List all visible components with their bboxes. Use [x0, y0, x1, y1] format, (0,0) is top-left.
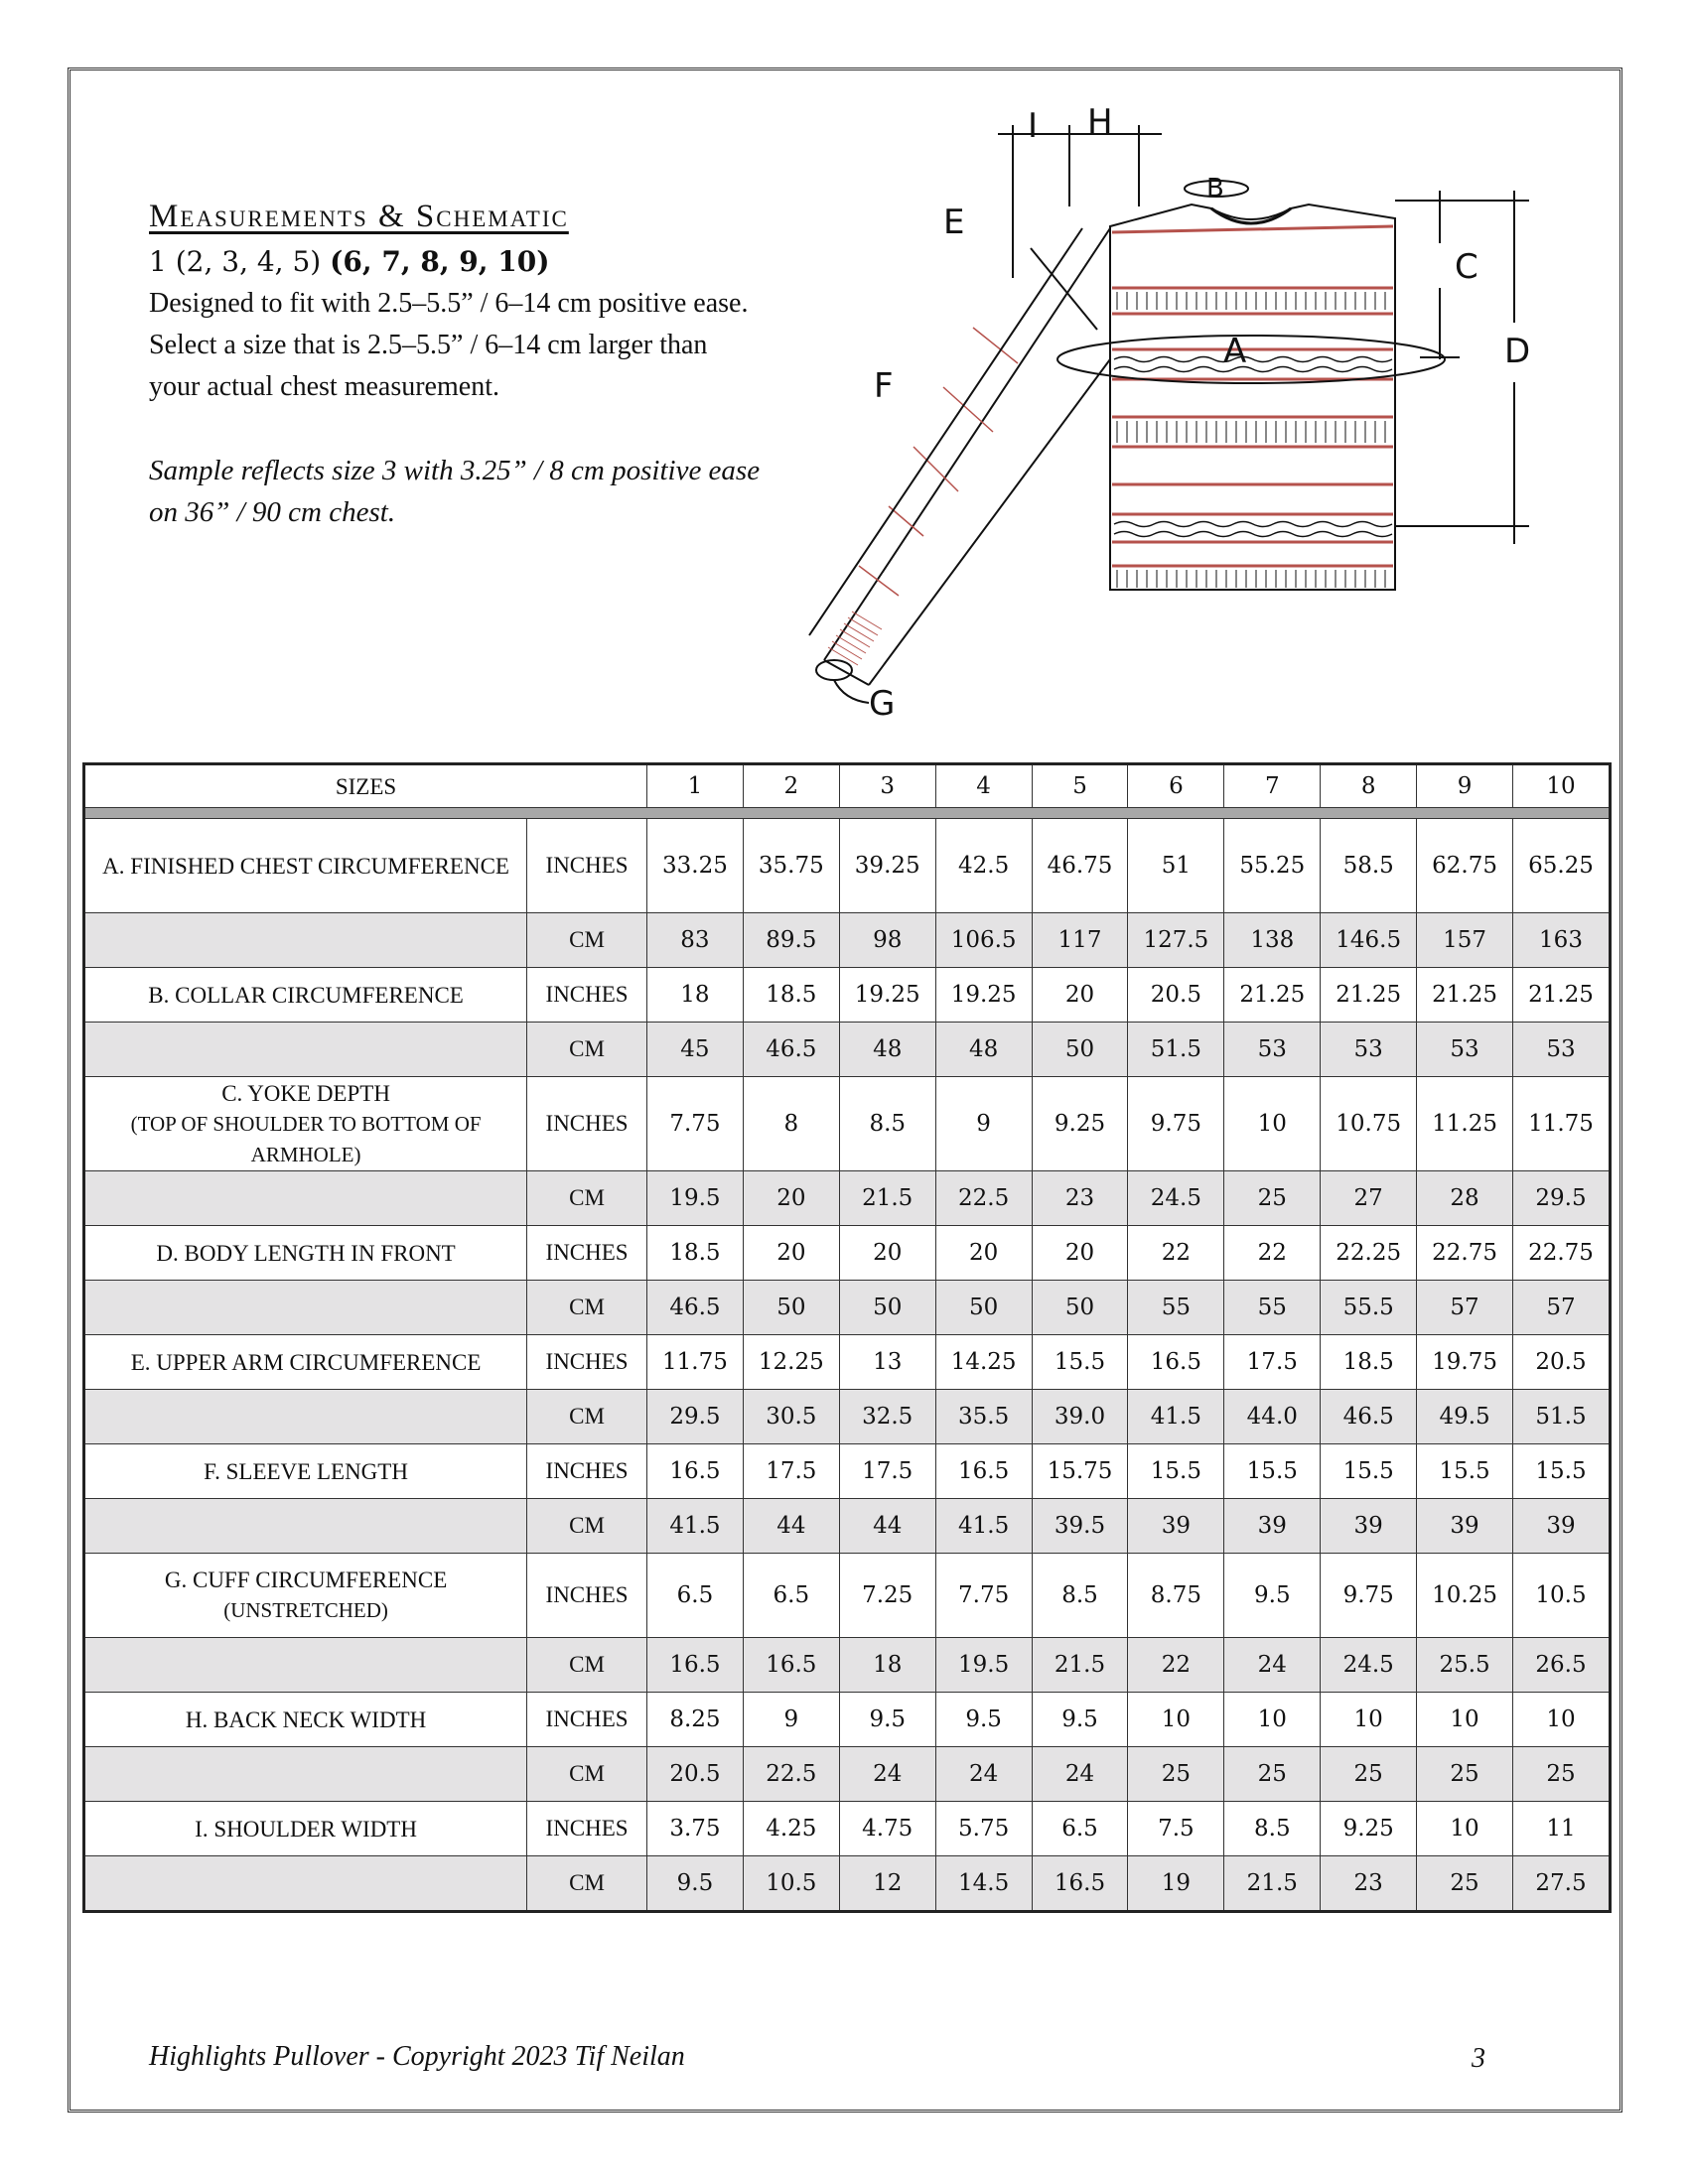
value-cell: 50	[839, 1281, 935, 1335]
value-cell: 39	[1513, 1499, 1611, 1554]
unit-label: CM	[527, 1281, 647, 1335]
sample-note: Sample reflects size 3 with 3.25” / 8 cm positive ease on 36” / 90 cm chest.	[149, 455, 761, 528]
value-cell: 20	[839, 1226, 935, 1281]
measurement-label	[84, 1226, 527, 1281]
value-cell: 24	[1032, 1747, 1128, 1802]
size-range-bold: (6, 7, 8, 9, 10)	[330, 245, 550, 278]
value-cell: 7.75	[935, 1554, 1032, 1638]
size-col-5: 5	[1032, 764, 1128, 808]
measurement-label	[84, 968, 527, 1023]
value-cell: 17.5	[1224, 1335, 1321, 1390]
table-row	[84, 1693, 1611, 1747]
value-cell: 24	[935, 1747, 1032, 1802]
value-cell: 35.75	[743, 819, 839, 913]
value-cell: 25	[1417, 1856, 1513, 1912]
table-row	[84, 819, 1611, 913]
value-cell: 23	[1321, 1856, 1417, 1912]
measurement-subnote: (TOP OF SHOULDER TO BOTTOM OF ARMHOLE)	[130, 1111, 482, 1166]
value-cell: 10.5	[743, 1856, 839, 1912]
value-cell: 57	[1513, 1281, 1611, 1335]
value-cell: 10	[1224, 1693, 1321, 1747]
value-cell: 46.75	[1032, 819, 1128, 913]
value-cell: 15.5	[1128, 1444, 1224, 1499]
table-row	[84, 1554, 1611, 1638]
sizes-header: SIZES	[84, 764, 647, 808]
value-cell: 21.25	[1321, 968, 1417, 1023]
value-cell: 9.5	[935, 1693, 1032, 1747]
table-row	[84, 1281, 1611, 1335]
unit-label: CM	[527, 1638, 647, 1693]
table-row	[84, 1638, 1611, 1693]
value-cell: 55	[1128, 1281, 1224, 1335]
value-cell: 15.5	[1224, 1444, 1321, 1499]
value-cell: 117	[1032, 913, 1128, 968]
value-cell: 24	[839, 1747, 935, 1802]
svg-text:H: H	[1087, 102, 1113, 142]
intro-section	[149, 199, 765, 533]
value-cell: 16.5	[1032, 1856, 1128, 1912]
value-cell: 146.5	[1321, 913, 1417, 968]
table-row	[84, 1444, 1611, 1499]
value-cell: 19.75	[1417, 1335, 1513, 1390]
value-cell: 24.5	[1321, 1638, 1417, 1693]
value-cell: 9.5	[839, 1693, 935, 1747]
value-cell: 22	[1224, 1226, 1321, 1281]
unit-label: CM	[527, 1023, 647, 1077]
value-cell: 22.5	[743, 1747, 839, 1802]
label-a: A	[1223, 332, 1247, 371]
value-cell: 10	[1417, 1693, 1513, 1747]
value-cell: 25	[1417, 1747, 1513, 1802]
value-cell: 10	[1321, 1693, 1417, 1747]
value-cell: 53	[1224, 1023, 1321, 1077]
value-cell: 15.75	[1032, 1444, 1128, 1499]
value-cell: 39	[1128, 1499, 1224, 1554]
value-cell: 9	[935, 1077, 1032, 1171]
value-cell: 22	[1128, 1226, 1224, 1281]
value-cell: 10	[1417, 1802, 1513, 1856]
unit-label: INCHES	[527, 1226, 647, 1281]
value-cell: 98	[839, 913, 935, 968]
value-cell: 39.5	[1032, 1499, 1128, 1554]
measurement-label	[84, 819, 527, 913]
value-cell: 39.0	[1032, 1390, 1128, 1444]
measurement-label-empty	[84, 1281, 527, 1335]
measurement-label-empty	[84, 1390, 527, 1444]
value-cell: 29.5	[1513, 1171, 1611, 1226]
value-cell: 6.5	[647, 1554, 744, 1638]
value-cell: 32.5	[839, 1390, 935, 1444]
value-cell: 53	[1417, 1023, 1513, 1077]
value-cell: 55.25	[1224, 819, 1321, 913]
table-row	[84, 1802, 1611, 1856]
size-col-4: 4	[935, 764, 1032, 808]
value-cell: 9.5	[1032, 1693, 1128, 1747]
value-cell: 33.25	[647, 819, 744, 913]
unit-label: INCHES	[527, 968, 647, 1023]
measurement-label-empty	[84, 1171, 527, 1226]
value-cell: 28	[1417, 1171, 1513, 1226]
unit-label: INCHES	[527, 1077, 647, 1171]
value-cell: 25	[1321, 1747, 1417, 1802]
value-cell: 17.5	[743, 1444, 839, 1499]
value-cell: 41.5	[935, 1499, 1032, 1554]
value-cell: 11.25	[1417, 1077, 1513, 1171]
value-cell: 41.5	[1128, 1390, 1224, 1444]
value-cell: 6.5	[743, 1554, 839, 1638]
value-cell: 44	[743, 1499, 839, 1554]
value-cell: 127.5	[1128, 913, 1224, 968]
table-header-row	[84, 764, 1611, 808]
value-cell: 20	[935, 1226, 1032, 1281]
value-cell: 18	[839, 1638, 935, 1693]
value-cell: 16.5	[647, 1444, 744, 1499]
value-cell: 163	[1513, 913, 1611, 968]
unit-label: CM	[527, 913, 647, 968]
value-cell: 12.25	[743, 1335, 839, 1390]
section-title: Measurements & Schematic	[149, 199, 569, 234]
value-cell: 21.5	[1032, 1638, 1128, 1693]
value-cell: 16.5	[743, 1638, 839, 1693]
value-cell: 7.5	[1128, 1802, 1224, 1856]
measurement-name: E. UPPER ARM CIRCUMFERENCE	[130, 1349, 482, 1375]
table-row	[84, 1023, 1611, 1077]
value-cell: 25	[1513, 1747, 1611, 1802]
value-cell: 19.5	[647, 1171, 744, 1226]
value-cell: 9.75	[1321, 1554, 1417, 1638]
value-cell: 24	[1224, 1638, 1321, 1693]
svg-text:C: C	[1455, 247, 1478, 287]
value-cell: 50	[935, 1281, 1032, 1335]
value-cell: 15.5	[1321, 1444, 1417, 1499]
unit-label: INCHES	[527, 1693, 647, 1747]
value-cell: 49.5	[1417, 1390, 1513, 1444]
value-cell: 53	[1513, 1023, 1611, 1077]
value-cell: 58.5	[1321, 819, 1417, 913]
table-row	[84, 1747, 1611, 1802]
svg-text:D: D	[1504, 332, 1531, 371]
value-cell: 57	[1417, 1281, 1513, 1335]
value-cell: 8.25	[647, 1693, 744, 1747]
table-row	[84, 1226, 1611, 1281]
value-cell: 20	[743, 1171, 839, 1226]
page-number: 3	[1472, 2043, 1485, 2074]
size-col-2: 2	[743, 764, 839, 808]
table-row	[84, 1077, 1611, 1171]
value-cell: 138	[1224, 913, 1321, 968]
value-cell: 21.25	[1417, 968, 1513, 1023]
value-cell: 48	[839, 1023, 935, 1077]
value-cell: 21.5	[1224, 1856, 1321, 1912]
value-cell: 19.5	[935, 1638, 1032, 1693]
value-cell: 20.5	[1128, 968, 1224, 1023]
value-cell: 9.25	[1321, 1802, 1417, 1856]
svg-text:F: F	[874, 366, 894, 406]
value-cell: 9	[743, 1693, 839, 1747]
value-cell: 11.75	[647, 1335, 744, 1390]
value-cell: 11.75	[1513, 1077, 1611, 1171]
value-cell: 106.5	[935, 913, 1032, 968]
value-cell: 45	[647, 1023, 744, 1077]
measurement-name: I. SHOULDER WIDTH	[195, 1816, 417, 1842]
value-cell: 27	[1321, 1171, 1417, 1226]
header-separator	[84, 808, 1611, 819]
value-cell: 51	[1128, 819, 1224, 913]
value-cell: 46.5	[743, 1023, 839, 1077]
value-cell: 10.25	[1417, 1554, 1513, 1638]
unit-label: INCHES	[527, 1554, 647, 1638]
svg-text:G: G	[869, 684, 896, 724]
value-cell: 23	[1032, 1171, 1128, 1226]
unit-label: CM	[527, 1390, 647, 1444]
table-row	[84, 968, 1611, 1023]
value-cell: 24.5	[1128, 1171, 1224, 1226]
measurement-label-empty	[84, 1856, 527, 1912]
size-col-3: 3	[839, 764, 935, 808]
value-cell: 46.5	[1321, 1390, 1417, 1444]
value-cell: 10	[1128, 1693, 1224, 1747]
unit-label: INCHES	[527, 819, 647, 913]
fit-description: Designed to fit with 2.5–5.5” / 6–14 cm positive ease. Select a size that is 2.5–5.5” / 6–14 cm larger than your actual chest measurement.	[149, 288, 749, 402]
measurement-label	[84, 1802, 527, 1856]
value-cell: 27.5	[1513, 1856, 1611, 1912]
measurement-label	[84, 1554, 527, 1638]
value-cell: 39	[1321, 1499, 1417, 1554]
value-cell: 53	[1321, 1023, 1417, 1077]
value-cell: 44.0	[1224, 1390, 1321, 1444]
table-row	[84, 1390, 1611, 1444]
value-cell: 8	[743, 1077, 839, 1171]
size-col-8: 8	[1321, 764, 1417, 808]
value-cell: 3.75	[647, 1802, 744, 1856]
value-cell: 11	[1513, 1802, 1611, 1856]
measurement-name: F. SLEEVE LENGTH	[204, 1458, 408, 1484]
value-cell: 22	[1128, 1638, 1224, 1693]
value-cell: 30.5	[743, 1390, 839, 1444]
value-cell: 46.5	[647, 1281, 744, 1335]
value-cell: 16.5	[1128, 1335, 1224, 1390]
value-cell: 39.25	[839, 819, 935, 913]
value-cell: 10.75	[1321, 1077, 1417, 1171]
measurement-label-empty	[84, 1638, 527, 1693]
value-cell: 4.75	[839, 1802, 935, 1856]
value-cell: 8.5	[1224, 1802, 1321, 1856]
value-cell: 22.75	[1417, 1226, 1513, 1281]
value-cell: 50	[1032, 1023, 1128, 1077]
table-row	[84, 1499, 1611, 1554]
value-cell: 18.5	[1321, 1335, 1417, 1390]
value-cell: 39	[1417, 1499, 1513, 1554]
value-cell: 9.5	[647, 1856, 744, 1912]
measurement-label	[84, 1335, 527, 1390]
value-cell: 20	[743, 1226, 839, 1281]
value-cell: 7.25	[839, 1554, 935, 1638]
value-cell: 8.75	[1128, 1554, 1224, 1638]
value-cell: 55.5	[1321, 1281, 1417, 1335]
measurement-label-empty	[84, 1023, 527, 1077]
value-cell: 157	[1417, 913, 1513, 968]
unit-label: INCHES	[527, 1444, 647, 1499]
value-cell: 51.5	[1128, 1023, 1224, 1077]
value-cell: 51.5	[1513, 1390, 1611, 1444]
value-cell: 50	[1032, 1281, 1128, 1335]
unit-label: CM	[527, 1747, 647, 1802]
value-cell: 89.5	[743, 913, 839, 968]
value-cell: 48	[935, 1023, 1032, 1077]
value-cell: 44	[839, 1499, 935, 1554]
size-col-7: 7	[1224, 764, 1321, 808]
value-cell: 41.5	[647, 1499, 744, 1554]
value-cell: 7.75	[647, 1077, 744, 1171]
value-cell: 5.75	[935, 1802, 1032, 1856]
measurement-label-empty	[84, 1499, 527, 1554]
value-cell: 35.5	[935, 1390, 1032, 1444]
value-cell: 22.25	[1321, 1226, 1417, 1281]
svg-text:E: E	[943, 203, 965, 242]
value-cell: 17.5	[839, 1444, 935, 1499]
value-cell: 20.5	[1513, 1335, 1611, 1390]
unit-label: INCHES	[527, 1802, 647, 1856]
value-cell: 65.25	[1513, 819, 1611, 913]
value-cell: 14.5	[935, 1856, 1032, 1912]
measurement-subnote: (UNSTRETCHED)	[223, 1598, 388, 1622]
footer-copyright: Highlights Pullover - Copyright 2023 Tif Neilan	[149, 2041, 685, 2072]
svg-text:I: I	[1028, 106, 1039, 146]
measurement-label	[84, 1693, 527, 1747]
value-cell: 21.25	[1513, 968, 1611, 1023]
measurement-label	[84, 1444, 527, 1499]
value-cell: 18.5	[743, 968, 839, 1023]
value-cell: 22.5	[935, 1171, 1032, 1226]
value-cell: 83	[647, 913, 744, 968]
size-range-regular: 1 (2, 3, 4, 5)	[149, 245, 331, 278]
value-cell: 16.5	[935, 1444, 1032, 1499]
value-cell: 62.75	[1417, 819, 1513, 913]
value-cell: 16.5	[647, 1638, 744, 1693]
sweater-schematic	[794, 99, 1609, 724]
size-col-6: 6	[1128, 764, 1224, 808]
value-cell: 10.5	[1513, 1554, 1611, 1638]
value-cell: 19.25	[839, 968, 935, 1023]
size-col-10: 10	[1513, 764, 1611, 808]
measurement-name: C. YOKE DEPTH	[221, 1080, 390, 1106]
value-cell: 8.5	[839, 1077, 935, 1171]
value-cell: 20.5	[647, 1747, 744, 1802]
value-cell: 42.5	[935, 819, 1032, 913]
unit-label: INCHES	[527, 1335, 647, 1390]
unit-label: CM	[527, 1856, 647, 1912]
value-cell: 29.5	[647, 1390, 744, 1444]
value-cell: 26.5	[1513, 1638, 1611, 1693]
value-cell: 15.5	[1513, 1444, 1611, 1499]
size-col-9: 9	[1417, 764, 1513, 808]
value-cell: 50	[743, 1281, 839, 1335]
table-row	[84, 1171, 1611, 1226]
table-row	[84, 1856, 1611, 1912]
measurement-name: B. COLLAR CIRCUMFERENCE	[148, 982, 464, 1008]
measurement-label-empty	[84, 913, 527, 968]
value-cell: 20	[1032, 968, 1128, 1023]
value-cell: 21.25	[1224, 968, 1321, 1023]
value-cell: 9.25	[1032, 1077, 1128, 1171]
unit-label: CM	[527, 1499, 647, 1554]
value-cell: 8.5	[1032, 1554, 1128, 1638]
svg-text:B: B	[1206, 174, 1224, 204]
measurement-label-empty	[84, 1747, 527, 1802]
value-cell: 39	[1224, 1499, 1321, 1554]
size-range	[149, 241, 765, 283]
size-col-1: 1	[647, 764, 744, 808]
value-cell: 25	[1128, 1747, 1224, 1802]
value-cell: 19	[1128, 1856, 1224, 1912]
value-cell: 25.5	[1417, 1638, 1513, 1693]
value-cell: 13	[839, 1335, 935, 1390]
unit-label: CM	[527, 1171, 647, 1226]
value-cell: 14.25	[935, 1335, 1032, 1390]
value-cell: 18.5	[647, 1226, 744, 1281]
value-cell: 12	[839, 1856, 935, 1912]
value-cell: 6.5	[1032, 1802, 1128, 1856]
table-row	[84, 913, 1611, 968]
value-cell: 25	[1224, 1171, 1321, 1226]
value-cell: 4.25	[743, 1802, 839, 1856]
value-cell: 25	[1224, 1747, 1321, 1802]
value-cell: 21.5	[839, 1171, 935, 1226]
value-cell: 55	[1224, 1281, 1321, 1335]
value-cell: 15.5	[1417, 1444, 1513, 1499]
measurement-name: A. FINISHED CHEST CIRCUMFERENCE	[102, 853, 509, 879]
value-cell: 15.5	[1032, 1335, 1128, 1390]
value-cell: 19.25	[935, 968, 1032, 1023]
measurement-name: D. BODY LENGTH IN FRONT	[156, 1240, 456, 1266]
value-cell: 9.5	[1224, 1554, 1321, 1638]
measurement-label	[84, 1077, 527, 1171]
measurements-table	[82, 762, 1612, 1913]
table-row	[84, 1335, 1611, 1390]
measurement-name: H. BACK NECK WIDTH	[185, 1706, 427, 1732]
value-cell: 20	[1032, 1226, 1128, 1281]
value-cell: 9.75	[1128, 1077, 1224, 1171]
value-cell: 18	[647, 968, 744, 1023]
measurement-name: G. CUFF CIRCUMFERENCE	[164, 1568, 448, 1592]
value-cell: 22.75	[1513, 1226, 1611, 1281]
value-cell: 10	[1224, 1077, 1321, 1171]
value-cell: 10	[1513, 1693, 1611, 1747]
